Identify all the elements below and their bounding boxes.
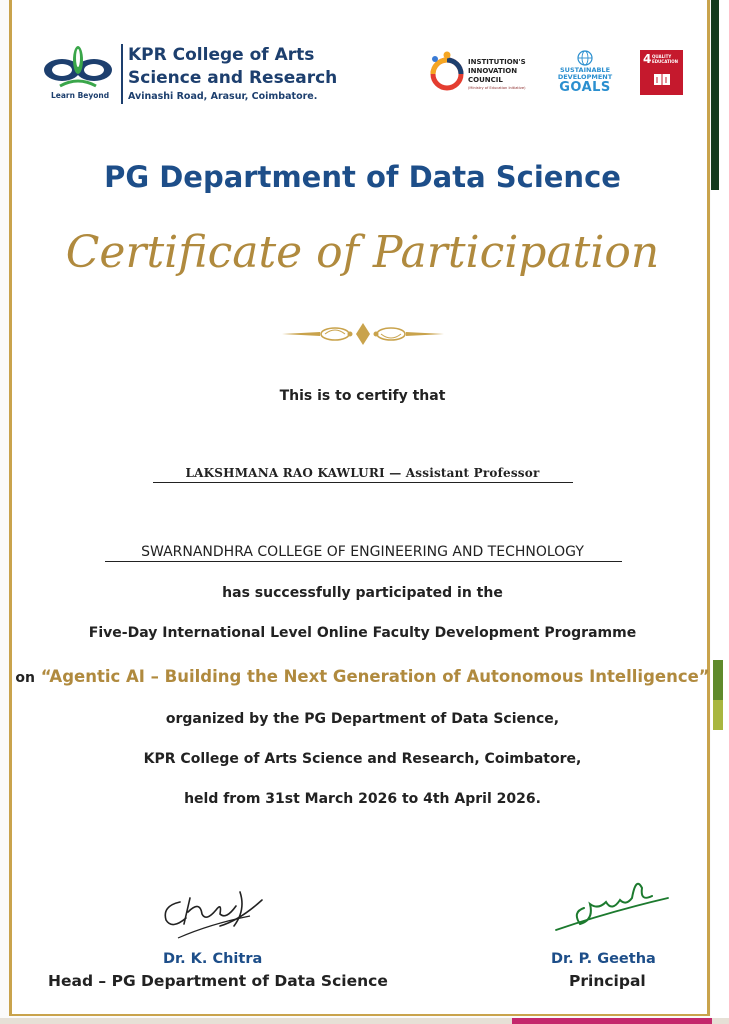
- sdg-line2: DEVELOPMENT: [557, 73, 613, 81]
- iic-line2: INNOVATION: [468, 67, 518, 75]
- kpr-leaf-logo-icon: [40, 44, 116, 92]
- signature-left-icon: [150, 880, 270, 942]
- ornament-divider-icon: [280, 320, 446, 348]
- department-title: PG Department of Data Science: [104, 160, 621, 194]
- organized-text: organized by the PG Department of Data Science,: [165, 711, 560, 727]
- college-tagline: Learn Beyond: [51, 91, 110, 100]
- recipient-name: LAKSHMANA RAO KAWLURI — Assistant Professor: [185, 466, 540, 480]
- sdg-goals-label: GOALS: [559, 80, 611, 95]
- college-name: [128, 44, 337, 90]
- un-globe-icon: [577, 50, 593, 66]
- recipient-underline: [153, 482, 573, 483]
- certify-text: This is to certify that: [279, 388, 446, 404]
- topic-prefix: on: [15, 670, 35, 686]
- quality-text: [652, 54, 678, 64]
- topic-title: “Agentic AI – Building the Next Generation of Autonomous Intelligence”: [40, 667, 710, 686]
- quality-line2: EDUCATION: [652, 59, 678, 64]
- background-strip-right: [711, 0, 729, 1024]
- topic-line: [12, 667, 713, 686]
- college-address: Avinashi Road, Arasur, Coimbatore.: [128, 91, 318, 102]
- iic-logo-icon: [430, 50, 464, 92]
- background-bar-green: [713, 660, 723, 700]
- signatory-right-role: Principal: [569, 972, 646, 990]
- iic-badge-text: [468, 58, 526, 85]
- background-bar-pink: [512, 1018, 712, 1024]
- certificate-heading: Certificate of Participation: [65, 227, 660, 278]
- signatory-left-name: Dr. K. Chitra: [163, 951, 263, 967]
- certificate-card: [9, 0, 710, 1016]
- institution-name: SWARNANDHRA COLLEGE OF ENGINEERING AND TECHNOLOGY: [141, 544, 584, 560]
- participated-text: has successfully participated in the: [222, 585, 503, 601]
- open-book-icon: [653, 72, 671, 86]
- iic-subtitle: (Ministry of Education Initiative): [468, 86, 526, 90]
- quality-education-badge: [640, 50, 683, 95]
- signature-right-icon: [544, 868, 672, 938]
- institution-underline: [105, 561, 622, 562]
- college-name-line1: KPR College of Arts: [128, 45, 315, 65]
- iic-line3: COUNCIL: [468, 76, 503, 84]
- college-text: KPR College of Arts Science and Research, Coimbatore,: [143, 751, 582, 767]
- logo-divider: [121, 44, 123, 104]
- dates-text: held from 31st March 2026 to 4th April 2026.: [184, 791, 541, 807]
- college-name-line2: Science and Research: [128, 68, 338, 88]
- sdg-line1: SUSTAINABLE: [559, 66, 611, 74]
- quality-line1: QUALITY: [652, 54, 672, 59]
- iic-line1: INSTITUTION'S: [468, 58, 526, 66]
- quality-number: 4: [643, 52, 652, 66]
- signatory-left-role: Head – PG Department of Data Science: [48, 972, 388, 990]
- background-bar-olive: [713, 700, 723, 730]
- signatory-right-name: Dr. P. Geetha: [551, 951, 656, 967]
- sdg-badge-text: [553, 67, 617, 81]
- programme-text: Five-Day International Level Online Faculty Development Programme: [88, 625, 637, 641]
